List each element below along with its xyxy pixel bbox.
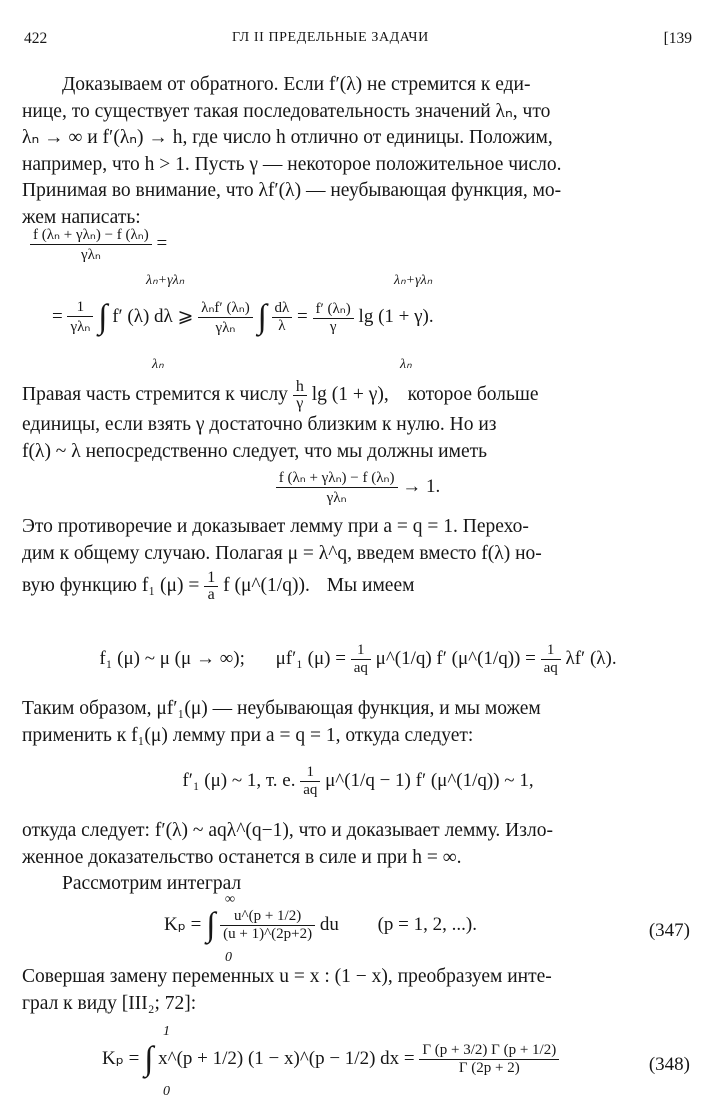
equation-348: Kₚ = ∫ x^(p + 1/2) (1 − x)^(p − 1/2) dx = $\frac{\Gamma (p + 3/2) \Gamma (p + 1/2)}{\Gamma (2p + 2)}$ [102, 1042, 559, 1077]
section-number: [139 [663, 30, 692, 47]
fraction: $\frac{1}{aq}$ [300, 764, 320, 799]
integral-sign: ∫ [206, 906, 216, 944]
paragraph-right-side [22, 378, 694, 465]
fraction: $\frac{1}{aq}$ [351, 642, 371, 677]
running-header [22, 30, 694, 54]
integral-lower-limit: 0 [163, 1084, 170, 1099]
book-page [22, 20, 694, 1100]
fraction: $\frac{\text{λₙf′ (λₙ)}}{\text{γλₙ}}$ [198, 298, 253, 337]
text-line: λₙ → ∞ и f′(λₙ) → h, где число h отлично от единицы. Положим, [22, 127, 553, 148]
fraction: $\frac{\text{f (λₙ + γλₙ) − f (λₙ)}}{\text{γλₙ}}$ [276, 468, 398, 507]
equation-number: (347) [648, 920, 690, 941]
integral-lower-limit: λₙ [400, 357, 412, 372]
text-line: нице, то существует такая последовательность значений λₙ, что [22, 100, 551, 122]
text-line: Принимая во внимание, что λf′(λ) — неубывающая функция, мо- [22, 180, 562, 201]
integral-upper-limit: ∞ [225, 892, 235, 907]
fraction: $\frac{\text{f (λₙ + γλₙ) − f (λₙ)}}{\text{γλₙ}}$ [30, 225, 152, 264]
integral-sign: ∫ [98, 298, 108, 336]
fraction: $\frac{u\^{}(p + 1/2)}{(u + 1)\^{}(2p+2)}$ [220, 908, 315, 943]
equation-new-function: f₁ (μ) ~ μ (μ → ∞); μf′₁ (μ) = $\frac{1}{aq}$ μ^(1/q) f′ (μ^(1/q)) = $\frac{1}{aq}$ λf′ (λ). [99, 642, 617, 676]
integral-lower-limit: λₙ [152, 357, 164, 372]
equation-limit-one: $\frac{\text{f (λₙ + γλₙ) − f (λₙ)}}{\text{γλₙ}}$ → 1. [22, 468, 694, 507]
fraction: $\frac{1}{a}$ [204, 570, 218, 603]
equation-347: Kₚ = ∫ $\frac{u\^{}(p + 1/2)}{(u + 1)\^{}(2p+2)}$ du (p = 1, 2, ...). [164, 906, 477, 944]
text-line: Таким образом, μf′₁(μ) — неубывающая функция, и мы можем [22, 698, 541, 719]
text-line: дим к общему случаю. Полагая μ = λ^q, введем вместо f(λ) но- [22, 542, 542, 564]
text-line: Доказываем от обратного. Если f′(λ) не стремится к еди- [62, 74, 531, 95]
integral-upper-limit: λₙ+γλₙ [394, 273, 433, 288]
text-line: Правая часть стремится к числу $\frac{h}{\gamma}$ lg (1 + γ), которое больше [22, 378, 539, 412]
fraction: $\frac{d\lambda}{\lambda}$ [272, 300, 293, 335]
integral-sign: ∫ [144, 1040, 154, 1078]
paragraph-apply-lemma [22, 696, 694, 749]
equation-difference-quotient: $\frac{\text{f (λₙ + γλₙ) − f (λₙ)}}{\text{γλₙ}}$ = [30, 225, 167, 264]
text-line: Совершая замену переменных u = x : (1 − x), преобразуем инте- [22, 966, 552, 987]
text-line: например, что h > 1. Пусть γ — некоторое положительное число. [22, 153, 562, 175]
fraction: $\frac{1}{\text{γλₙ}}$ [67, 299, 93, 336]
fraction: $\frac{h}{\gamma}$ [293, 379, 307, 412]
equation-derivative-limit: f′₁ (μ) ~ 1, т. е. $\frac{1}{aq}$ μ^(1/q − 1) f′ (μ^(1/q)) ~ 1, [182, 764, 534, 798]
text-line: применить к f₁(μ) лемму при a = q = 1, откуда следует: [22, 724, 474, 746]
running-title: ГЛ II ПРЕДЕЛЬНЫЕ ЗАДАЧИ [232, 30, 429, 45]
integral-upper-limit: 1 [163, 1024, 170, 1039]
text-line: грал к виду [III₂; 72]: [22, 992, 197, 1014]
paragraph-conclusion [22, 818, 694, 898]
integral-sign: ∫ [257, 298, 267, 336]
equation-number: (348) [648, 1054, 690, 1075]
equals-sign: = [52, 305, 63, 327]
page-number: 422 [24, 30, 48, 47]
text-line: единицы, если взять γ достаточно близким к нулю. Но из [22, 414, 497, 435]
fraction: $\frac{1}{aq}$ [541, 642, 561, 677]
text-line: жем написать: [22, 206, 141, 228]
text-line: вую функцию f₁ (μ) = $\frac{1}{a}$ f (μ^(1/q)). Мы имеем [22, 569, 415, 604]
paragraph-general-case [22, 514, 694, 605]
integral-upper-limit: λₙ+γλₙ [146, 273, 185, 288]
fraction: $\frac{\text{f′ (λₙ)}}{\gamma}$ [313, 299, 354, 336]
equation-integral-bound: = $\frac{1}{\text{γλₙ}}$ ∫ f′ (λ) dλ ⩾ $\frac{\text{λₙf′ (λₙ)}}{\text{γλₙ}}$ ∫ $\frac{d\lambda}{\lambda}$ = $\frac{\text{f′ (λₙ)}}{\gamma}$ lg (1 + γ). [52, 298, 434, 336]
text-line: откуда следует: f′(λ) ~ aqλ^(q−1), что и доказывает лемму. Изло- [22, 820, 553, 841]
text-line: женное доказательство останется в силе и при h = ∞. [22, 846, 462, 868]
fraction: $\frac{\Gamma (p + 3/2) \Gamma (p + 1/2)}{\Gamma (2p + 2)}$ [419, 1042, 559, 1077]
text-line: Это противоречие и доказывает лемму при a = q = 1. Перехо- [22, 516, 529, 537]
paragraph-substitution [22, 964, 694, 1017]
paragraph-proof-start [22, 72, 694, 231]
text-line: Рассмотрим интеграл [62, 873, 242, 894]
text-line: f(λ) ~ λ непосредственно следует, что мы должны иметь [22, 440, 488, 462]
integral-lower-limit: 0 [225, 950, 232, 965]
